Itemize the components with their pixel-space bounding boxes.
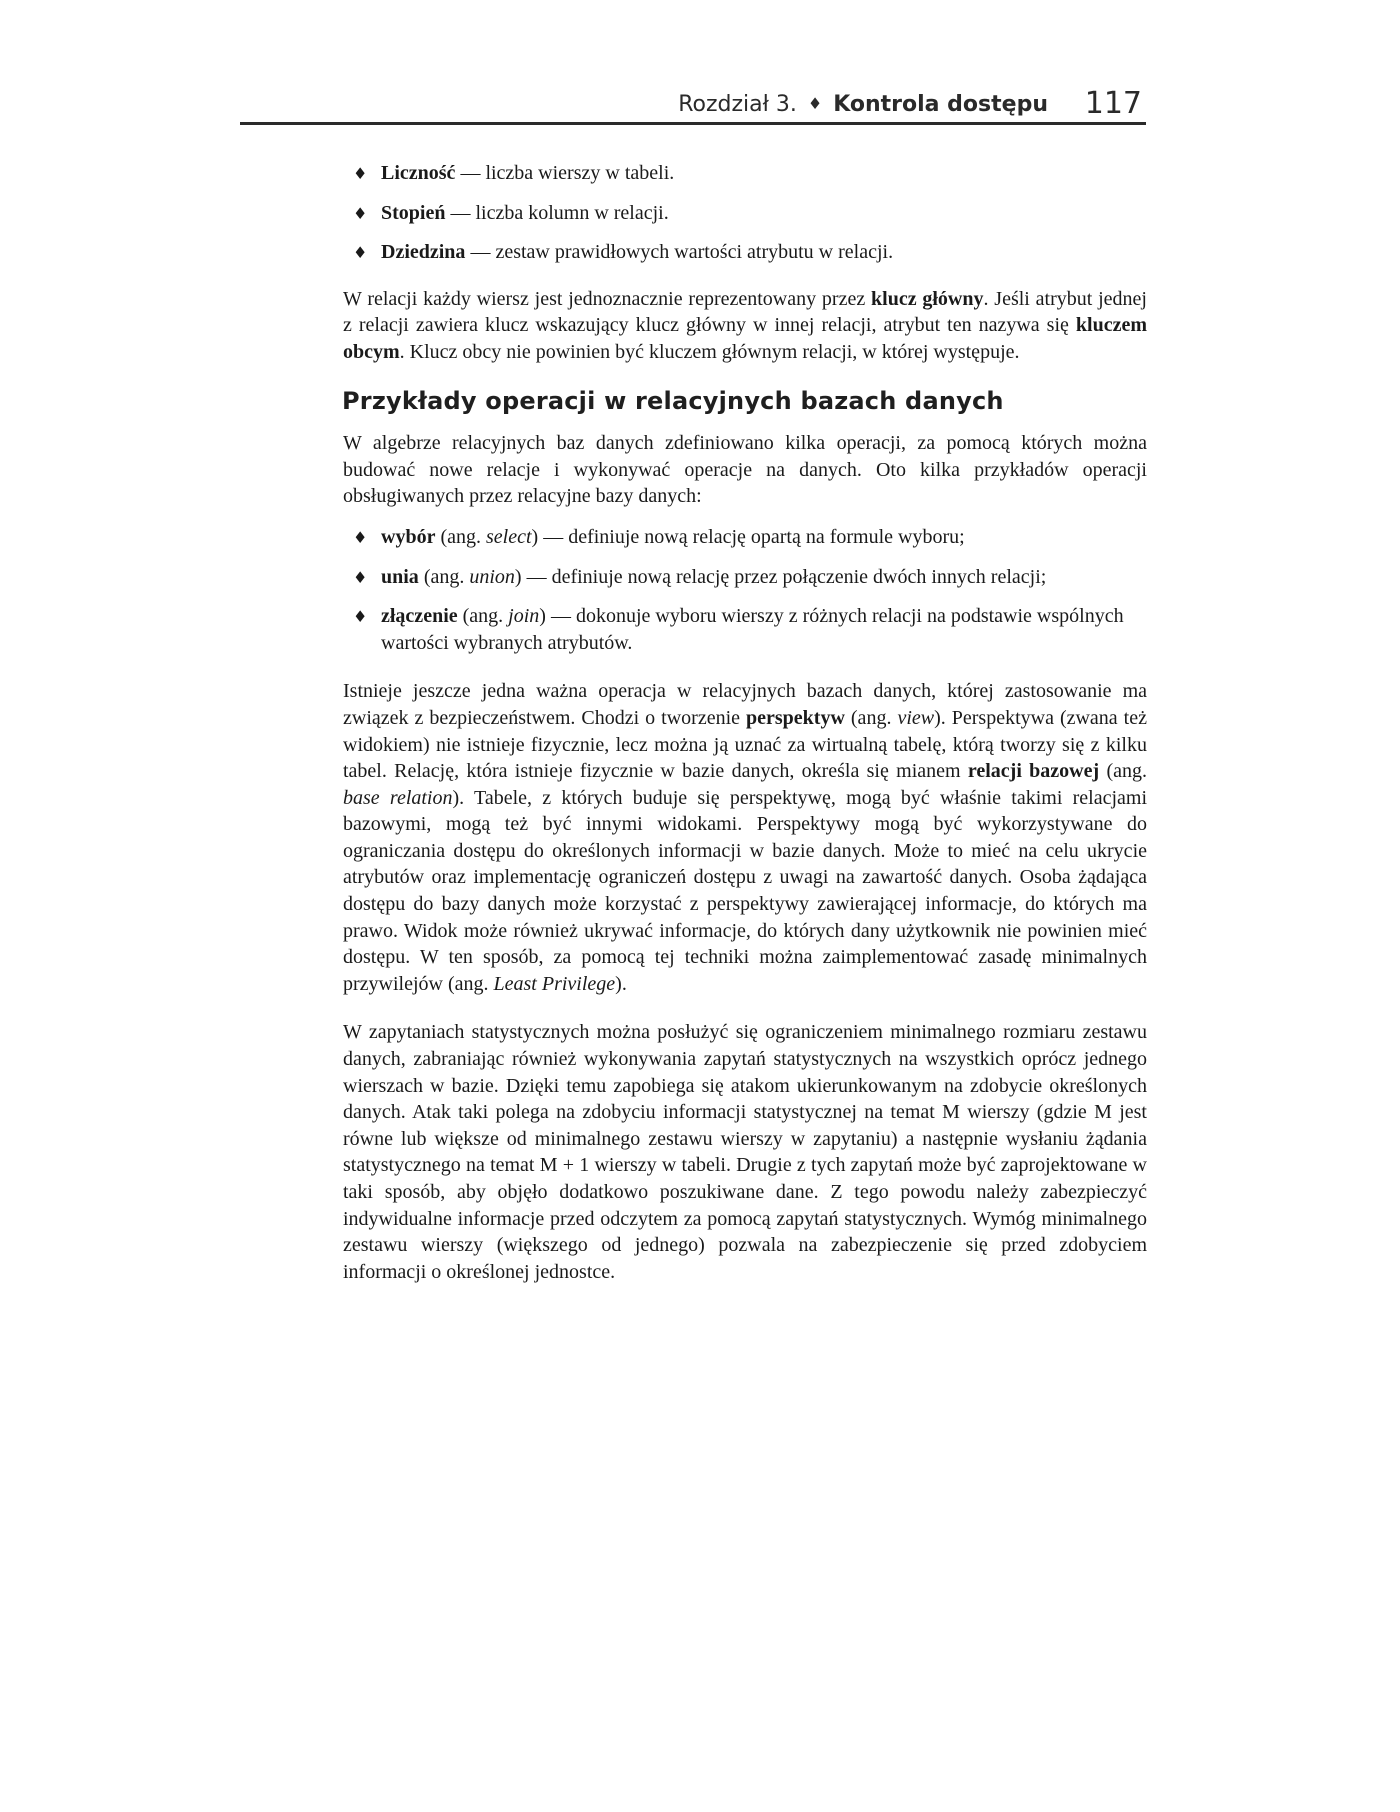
paragraph-algebra: W algebrze relacyjnych baz danych zdefiniowano kilka operacji, za pomocą których można budować nowe relacje i wykonywać operacje na danych. Oto kilka przykładów operacji obsługiwanych przez relacyjne bazy danych: [343,432,1147,508]
diamond-bullet-icon: ♦ [353,607,368,627]
text-run: ) — dokonuje wyboru wierszy z różnych relacji na podstawie wspólnych wartości wybranych atrybutów. [381,605,1124,654]
paragraph-keys [343,286,1147,366]
page-number: 117 [1084,86,1142,121]
definition: — zestaw prawidłowych wartości atrybutu w relacji. [465,241,894,264]
diamond-bullet-icon: ♦ [353,243,368,263]
diamond-icon: ♦ [807,94,823,113]
term: unia [381,565,419,588]
chapter-title: Kontrola dostępu [833,92,1048,117]
term: wybór [381,525,436,548]
definition: — liczba wierszy w tabeli. [455,162,675,184]
english-term: Least Privilege [493,972,616,995]
term-primary-key: klucz główny [871,287,984,310]
term-views: perspektyw [746,706,845,729]
english-term: union [469,565,515,588]
list-item [343,524,1147,551]
term: Stopień [381,201,446,224]
diamond-bullet-icon: ♦ [353,164,368,183]
term: Liczność [381,162,456,184]
term-foreign-key: kluczem obcym [343,314,1147,363]
diamond-bullet-icon: ♦ [353,527,368,547]
term: złączenie [381,605,458,628]
text-run: (ang. [418,565,470,588]
text-run: ). Perspektywa (zwana też widokiem) nie istnieje fizycznie, lecz można ją uznać za wirtualną tabelę, którą tworzy się z kilku tabel. Relację, która istnieje fizycznie w bazie danych, określa się mianem [343,706,1147,783]
text-run: (ang. [1099,760,1147,783]
operations-list [343,524,1147,656]
list-item [343,239,1147,266]
chapter-label: Rozdział 3. [678,92,797,117]
list-item [343,160,1147,187]
section-heading: Przykłady operacji w relacyjnych bazach danych [342,386,1004,415]
text-run: ). Tabele, z których buduje się perspektywę, mogą być właśnie takimi relacjami bazowymi, mogą też być innymi widokami. Perspektywy mogą być wykorzystywane do ograniczania dostępu do określonych informacji w bazie danych. Może to mieć na celu ukrycie atrybutów oraz implementację ograniczeń dostępu z uwagi na zawartość danych. Osoba żądająca dostępu do bazy danych może korzystać z perspektywy zawierającej informacje, do których ma prawo. Widok może również ukrywać informacje, do których dany użytkownik nie powinien mieć dostępu. W ten sposób, za pomocą tej techniki można zaimplementować zasadę minimalnych przywilejów (ang. [343,786,1148,995]
definition-list [343,160,1147,266]
running-header [240,84,1146,125]
text-run: Istnieje jeszcze jedna ważna operacja w relacyjnych bazach danych, której zastosowanie ma związek z bezpieczeństwem. Chodzi o tworzenie [343,680,1147,729]
english-term: view [897,706,935,729]
english-term: join [508,605,540,628]
text-run: (ang. [457,605,509,628]
diamond-bullet-icon: ♦ [353,567,368,587]
text-run: ) — definiuje nową relację przez połączenie dwóch innych relacji; [514,565,1047,588]
term: Dziedzina [381,241,466,264]
definition: — liczba kolumn w relacji. [445,201,669,224]
text-run: ). [615,972,627,995]
page-body [343,160,1147,1307]
english-term: select [486,525,532,548]
term-base-relation: relacji bazowej [967,760,1100,783]
paragraph-views [343,678,1147,997]
text-run: W relacji każdy wiersz jest jednoznacznie reprezentowany przez [343,287,872,310]
text-run: . Jeśli atrybut jednej z relacji zawiera klucz wskazujący klucz główny w innej relacji, atrybut ten nazywa się [343,287,1147,337]
text-run: (ang. [435,525,486,548]
list-item [343,564,1147,591]
english-term: base relation [343,786,453,809]
text-run: ) — definiuje nową relację opartą na formule wyboru; [531,525,965,548]
list-item [343,603,1147,656]
text-run: (ang. [844,706,898,729]
list-item [343,200,1147,227]
diamond-bullet-icon: ♦ [353,203,368,223]
running-title [678,92,1048,117]
text-run: . Klucz obcy nie powinien być kluczem głównym relacji, w której występuje. [399,340,1020,363]
paragraph-statistics: W zapytaniach statystycznych można posłużyć się ograniczeniem minimalnego rozmiaru zestawu danych, zabraniając również wykonywania zapytań statystycznych na wszystkich oprócz jednego wierszach w bazie. Dzięki temu zapobiega się atakom ukierunkowanym na zdobycie określonych danych. Atak taki polega na zdobyciu informacji statystycznej na temat M wierszy (gdzie M jest równe lub większe od minimalnego zestawu wierszy w zapytaniu) a następnie wysłaniu żądania statystycznego na temat M + 1 wierszy w tabeli. Drugie z tych zapytań może być zaprojektowane w taki sposób, aby objęło dodatkowo poszukiwane dane. Z tego powodu należy zabezpieczyć indywidualne informacje przed odczytem za pomocą zapytań statystycznych. Wymóg minimalnego zestawu wierszy (większego od jednego) pozwala na zabezpieczenie się przed zdobyciem informacji o określonej jednostce. [343,1021,1147,1283]
